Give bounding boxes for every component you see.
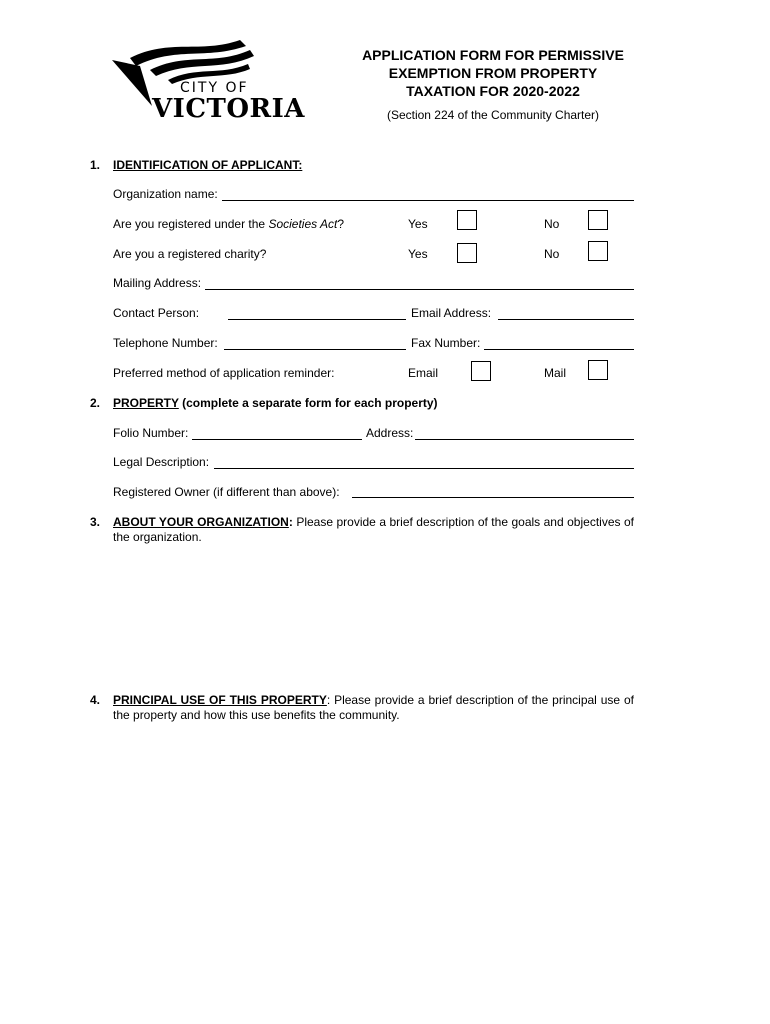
reminder-method-label: Preferred method of application reminder: [113,366,335,380]
section-2-heading-rest: (complete a separate form for each property) [178,396,438,410]
charity-question: Are you a registered charity? [113,247,267,261]
logo-city-text: CITY OF [180,80,249,96]
logo-victoria-text: VICTORIA [152,94,305,124]
city-of-victoria-logo [110,36,305,124]
societies-no-checkbox[interactable] [588,210,608,230]
section-2-heading-underlined: PROPERTY [113,396,179,410]
reminder-email-label: Email [408,366,439,380]
section-2-heading [113,396,438,410]
email-address-label: Email Address: [411,306,492,320]
telephone-field[interactable] [224,349,406,350]
reminder-mail-label: Mail [544,366,567,380]
societies-yes-label: Yes [408,217,428,231]
charity-yes-checkbox[interactable] [457,243,477,263]
reminder-email-checkbox[interactable] [471,361,491,381]
societies-act-italic: Societies Act [268,217,338,231]
fax-number-label: Fax Number: [411,336,481,350]
section-3-heading: ABOUT YOUR ORGANIZATION [113,515,289,529]
legal-description-field[interactable] [214,468,634,469]
societies-yes-checkbox[interactable] [457,210,477,230]
section-4-text: : Please provide a brief description of the principal use of the property and how this use benefits the community. [113,693,634,722]
title-line-3: TAXATION FOR 2020-2022 [406,83,580,99]
section-3-colon: : [288,515,293,529]
principal-use-description-area[interactable] [113,730,634,980]
registered-owner-label: Registered Owner (if different than above): [113,485,340,499]
charity-no-checkbox[interactable] [588,241,608,261]
section-2-number: 2. [90,396,101,410]
telephone-label: Telephone Number: [113,336,218,350]
charity-no-label: No [544,247,560,261]
registered-owner-field[interactable] [352,497,634,498]
form-title [340,46,646,100]
fax-number-field[interactable] [484,349,634,350]
section-4-paragraph [113,693,634,723]
section-3-text: Please provide a brief description of the goals and objectives of the organization. [113,515,634,544]
property-address-field[interactable] [415,439,634,440]
section-4-number: 4. [90,693,101,707]
title-line-1: APPLICATION FORM FOR PERMISSIVE [362,47,624,63]
section-3-number: 3. [90,515,101,529]
charity-yes-label: Yes [408,247,428,261]
section-1-number: 1. [90,158,101,172]
folio-number-field[interactable] [192,439,362,440]
societies-question [113,217,344,231]
property-address-label: Address: [366,426,414,440]
title-line-2: EXEMPTION FROM PROPERTY [388,65,598,81]
legal-description-label: Legal Description: [113,455,210,469]
section-4-heading: PRINCIPAL USE OF THIS PROPERTY [113,693,327,707]
societies-no-label: No [544,217,560,231]
email-address-field[interactable] [498,319,634,320]
form-subtitle: (Section 224 of the Community Charter) [386,108,600,122]
folio-number-label: Folio Number: [113,426,189,440]
contact-person-field[interactable] [228,319,406,320]
contact-person-label: Contact Person: [113,306,200,320]
section-3-paragraph [113,515,634,545]
org-name-label: Organization name: [113,187,218,201]
mailing-address-field[interactable] [205,289,634,290]
societies-label-pre: Are you registered under the [113,217,269,231]
org-name-field[interactable] [222,200,634,201]
section-1-heading: IDENTIFICATION OF APPLICANT: [113,158,303,172]
societies-label-post: ? [337,217,345,231]
mailing-address-label: Mailing Address: [113,276,202,290]
organization-description-area[interactable] [113,550,634,680]
reminder-mail-checkbox[interactable] [588,360,608,380]
